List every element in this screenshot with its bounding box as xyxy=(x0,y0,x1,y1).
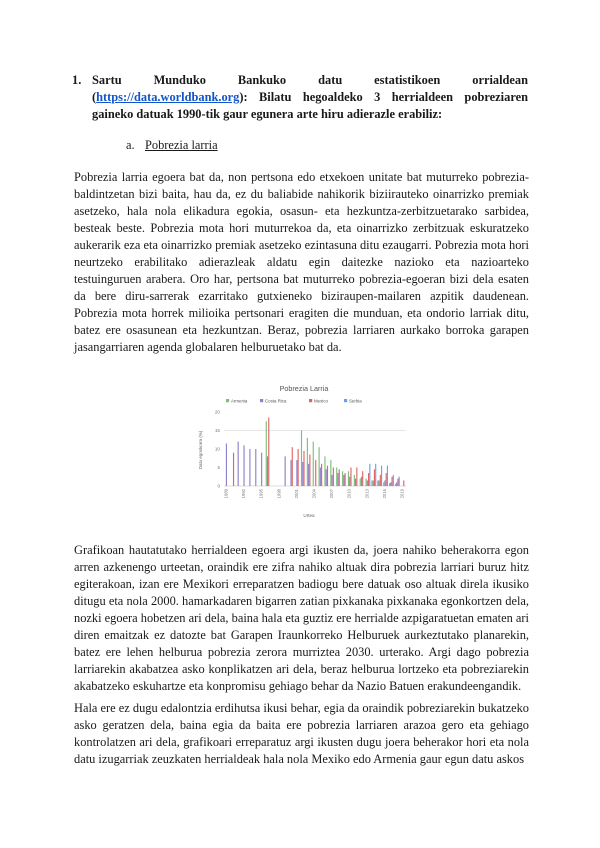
x-tick-label: 2019 xyxy=(399,489,405,499)
bar-costa-rica xyxy=(390,482,391,486)
bar-costa-rica xyxy=(320,468,321,487)
bar-costa-rica xyxy=(349,477,350,486)
bar-costa-rica xyxy=(367,480,368,486)
bar-costa-rica xyxy=(378,480,379,486)
bar-armenia xyxy=(360,479,361,486)
x-tick-label: 2007 xyxy=(329,489,335,499)
y-tick-label: 5 xyxy=(217,465,220,470)
bar-costa-rica xyxy=(332,475,333,486)
x-tick-label: 2001 xyxy=(293,489,299,499)
bar-costa-rica xyxy=(255,449,256,486)
bar-mexico xyxy=(303,451,304,486)
bar-mexico xyxy=(315,460,316,486)
bar-armenia xyxy=(307,438,308,486)
legend-swatch-serbia xyxy=(344,399,347,402)
question-text-before: Sartu Munduko Bankuko datu estatistikoen orrialdean ( xyxy=(92,73,528,104)
bar-mexico xyxy=(397,479,398,486)
bar-armenia xyxy=(377,480,378,486)
paragraph-definition: Pobrezia larria egoera bat da, non pertsona edo etxekoen unitate bat muturreko pobrezia-baldintzetan bizi baita, hau da, ez du baliabide nahikorik biziirauteko oinarrizko premiak asetzeko, hala nola elikadura egokia, osasun- eta hezkuntza-zerbitzuetarako sarbidea, besteak beste. Pobrezia mota hori muturrekoa da, eta oinarrizko zerbitzuak eskuratzeko aukerarik eza eta oinarrizko premiak asetzeko ezintasuna ditu ezaugarri. Pobrezia mota hori neurtzeko erabilitako adierazleak aldatu egin daitezke nazioko eta nazioarteko testuinguruen arabera. Oro har, pertsona bat muturreko pobrezia-egoeran bizi dela esaten da bere diru-sarrerak ezarritako gutxieneko biziraupen-mailaren azpitik daudenean. Pobrezia mota horrek milioika pertsonari eragiten die munduan, eta ondorio larriak ditu, batez ere osasunean eta hezkuntzan. Beraz, pobrezia larriaren aurkako borroka garapen jasangarriaren agenda globalaren helburuetako bat da. xyxy=(74,170,529,354)
bar-mexico xyxy=(268,418,269,486)
worldbank-link[interactable]: https://data.worldbank.org xyxy=(96,90,240,104)
bar-armenia xyxy=(266,421,267,486)
bar-costa-rica xyxy=(396,482,397,486)
bar-armenia xyxy=(389,483,390,486)
chart-title: Pobrezia Larria xyxy=(279,384,329,393)
bar-mexico xyxy=(356,468,357,487)
legend-label-serbia: Serbia xyxy=(349,398,362,404)
chart-bars xyxy=(226,418,405,486)
bar-mexico xyxy=(309,455,310,486)
subsection-letter: a. xyxy=(126,138,135,152)
bar-mexico xyxy=(386,473,387,486)
bar-costa-rica xyxy=(355,479,356,486)
bar-costa-rica xyxy=(261,453,262,486)
y-tick-label: 20 xyxy=(214,409,220,415)
y-tick-label: 10 xyxy=(214,446,220,452)
paragraph-analysis: Grafikoan hautatutako herrialdeen egoera argi ikusten da, joera nahiko beherakorra egon arren azkenengo urteetan, oraindik ere zifra nahiko altuak dira pobrezia larriari buruz hitz egiterakoan, izan ere Mexikori erreparatzen badiogu bere datuak oso altuak direla ikusiko ditugu eta nola 2000. hamarkadaren bigarren zatian pixkanaka pixkanaka egonkortzen dela, nozki egoera hobetzen ari dela, baina hala eta guztiz ere herrialde azpigaratuetan ematen ari diren emaitzak ez datozte bat Garapen Iraunkorreko Helburuek aurkeztutako planarekin, batez ere lehen helburua pobrezia zerora murriztea 2030. urterako. Argi dago pobrezia larriarekin akabatzea asko konplikatzen ari dela, beraz helburua lortzeko eta pobreziarekin akabatzeko eskuhartze eta konpromisu gehiago behar da Nazio Batuen erakundeengandik. xyxy=(74,543,529,693)
legend-label-armenia: Armenia xyxy=(231,398,248,404)
question-text-after: ): Bilatu hegoaldeko 3 herrialdeen pobreziaren gaineko datuak 1990-tik gaur egunera arte hiru adierazle erabiliz: xyxy=(92,90,528,121)
x-tick-label: 1992 xyxy=(241,489,247,499)
y-tick-label: 0 xyxy=(217,483,220,489)
bar-mexico xyxy=(380,475,381,486)
question-item xyxy=(72,72,528,123)
bar-mexico xyxy=(391,477,392,486)
bar-armenia xyxy=(313,442,314,486)
bar-mexico xyxy=(321,464,322,486)
bar-serbia xyxy=(393,475,394,486)
x-tick-label: 2013 xyxy=(364,489,370,499)
bar-costa-rica xyxy=(249,449,250,486)
bar-mexico xyxy=(403,480,404,486)
legend-label-mexico: Mexico xyxy=(314,398,328,404)
legend-label-costa-rica: Costa Rica xyxy=(265,398,287,404)
x-tick-label: 1998 xyxy=(276,489,282,499)
x-tick-label: 1989 xyxy=(223,489,229,499)
bar-costa-rica xyxy=(343,475,344,486)
bar-costa-rica xyxy=(302,462,303,486)
bar-serbia xyxy=(375,464,376,486)
chart-x-axis-label: Urtea xyxy=(303,513,315,518)
legend-swatch-costa-rica xyxy=(260,399,263,402)
bar-mexico xyxy=(292,447,293,486)
bar-costa-rica xyxy=(296,460,297,486)
bar-armenia xyxy=(330,460,331,486)
bar-mexico xyxy=(339,469,340,486)
bar-armenia xyxy=(324,456,325,486)
bar-costa-rica xyxy=(243,445,244,486)
bar-mexico xyxy=(298,449,299,486)
bar-costa-rica xyxy=(384,480,385,486)
bar-armenia xyxy=(336,468,337,487)
bar-mexico xyxy=(350,468,351,487)
bar-armenia xyxy=(395,484,396,486)
bar-mexico xyxy=(368,473,369,486)
list-number: 1. xyxy=(72,73,82,87)
chart-legend xyxy=(226,398,362,403)
bar-costa-rica xyxy=(267,456,268,486)
bar-serbia xyxy=(369,464,370,486)
bar-serbia xyxy=(381,466,382,486)
bar-armenia xyxy=(366,479,367,486)
legend-swatch-mexico xyxy=(309,399,312,402)
chart-ticks xyxy=(224,488,405,498)
paragraph-conclusion: Hala ere ez dugu edalontzia erdihutsa ikusi behar, egia da oraindik pobreziarekin bukatzeko asko geratzen dela, baina egia da baita ere pobrezia larriaren arazoa gero eta gehiago kontrolatzen ari dela, grafikoari erreparatuz argi ikusten dugu joera beherakor hori eta nola datu izugarriak zeuzkaten herrialdeak hala nola Mexiko edo Armenia gaur egun datu askos xyxy=(74,701,529,766)
x-tick-label: 2004 xyxy=(311,489,317,499)
legend-swatch-armenia xyxy=(226,399,229,402)
bar-costa-rica xyxy=(326,469,327,486)
bar-costa-rica xyxy=(361,477,362,486)
x-tick-label: 1995 xyxy=(258,489,264,499)
bar-armenia xyxy=(354,475,355,486)
bar-costa-rica xyxy=(285,456,286,486)
bar-costa-rica xyxy=(337,473,338,486)
bar-costa-rica xyxy=(226,443,227,486)
bar-armenia xyxy=(342,471,343,486)
x-tick-label: 2010 xyxy=(346,489,352,499)
bar-costa-rica xyxy=(308,464,309,486)
bar-costa-rica xyxy=(290,460,291,486)
bar-mexico xyxy=(362,471,363,486)
bar-armenia xyxy=(383,482,384,486)
bar-armenia xyxy=(371,480,372,486)
bar-armenia xyxy=(348,471,349,486)
bar-mexico xyxy=(374,469,375,486)
bar-costa-rica xyxy=(373,480,374,486)
poverty-chart xyxy=(196,382,412,520)
y-tick-label: 15 xyxy=(214,428,220,433)
chart-y-axis-label: Datu egonkorra (%) xyxy=(198,430,203,470)
bar-mexico xyxy=(333,468,334,487)
bar-mexico xyxy=(233,453,234,486)
bar-serbia xyxy=(399,477,400,486)
x-tick-label: 2016 xyxy=(381,489,387,499)
bar-mexico xyxy=(345,473,346,486)
bar-costa-rica xyxy=(238,442,239,486)
bar-serbia xyxy=(387,466,388,486)
subsection-title: Pobrezia larria xyxy=(145,138,218,152)
bar-armenia xyxy=(319,447,320,486)
bar-mexico xyxy=(327,466,328,486)
bar-armenia xyxy=(301,431,302,487)
